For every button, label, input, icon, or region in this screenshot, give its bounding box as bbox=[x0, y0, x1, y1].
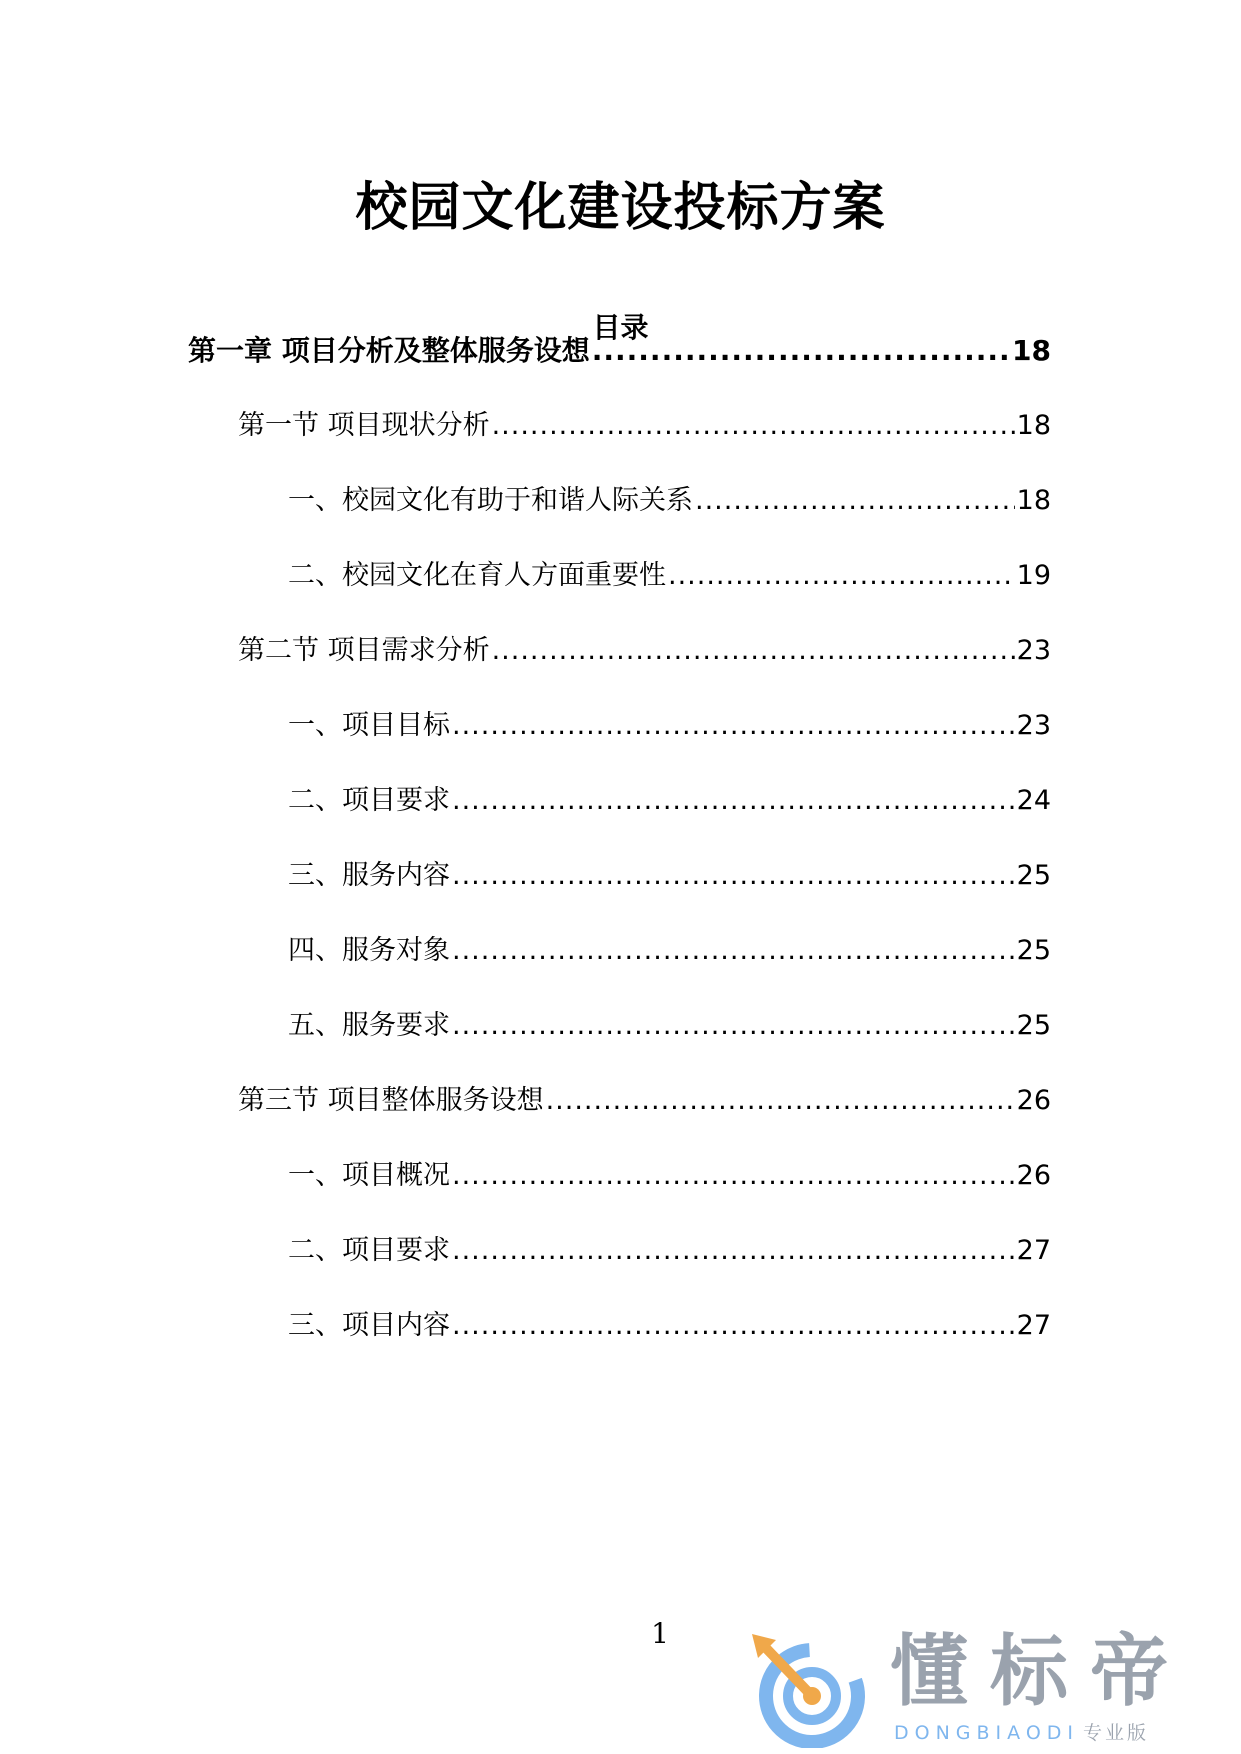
toc-leader-dots bbox=[452, 1306, 1015, 1346]
toc-entry-page: 25 bbox=[1016, 860, 1051, 891]
toc-entry-page: 25 bbox=[1016, 1010, 1051, 1041]
toc-entry-subsection[interactable] bbox=[288, 1231, 1051, 1271]
toc-leader-dots bbox=[668, 556, 1015, 596]
toc-entry-subsection[interactable] bbox=[288, 556, 1051, 596]
toc-entry-label: 一、校园文化有助于和谐人际关系 bbox=[288, 485, 693, 516]
toc-entry-chapter-1[interactable] bbox=[188, 331, 1051, 371]
toc-leader-dots bbox=[695, 481, 1015, 521]
toc-entry-subsection[interactable] bbox=[288, 481, 1051, 521]
toc-leader-dots bbox=[452, 1156, 1015, 1196]
toc-entry-label: 一、项目概况 bbox=[288, 1160, 450, 1191]
toc-entry-label: 第一章 项目分析及整体服务设想 bbox=[188, 334, 590, 367]
watermark-edition: 专业版 bbox=[1083, 1722, 1150, 1744]
watermark-pinyin: DONGBIAODI bbox=[894, 1722, 1080, 1744]
toc-leader-dots bbox=[452, 856, 1015, 896]
toc-entry-page: 27 bbox=[1016, 1310, 1051, 1341]
toc-entry-label: 一、项目目标 bbox=[288, 710, 450, 741]
toc-leader-dots bbox=[452, 1006, 1015, 1046]
toc-entry-page: 26 bbox=[1016, 1085, 1051, 1116]
toc-entry-label: 五、服务要求 bbox=[288, 1010, 450, 1041]
toc-entry-page: 19 bbox=[1016, 560, 1051, 591]
toc-leader-dots bbox=[452, 706, 1015, 746]
toc-leader-dots bbox=[452, 1231, 1015, 1271]
watermark-brand-text: 懂标帝 bbox=[890, 1627, 1191, 1717]
toc-entry-label: 二、项目要求 bbox=[288, 785, 450, 816]
brand-watermark bbox=[742, 1628, 1222, 1748]
toc-entry-section-1-2[interactable] bbox=[238, 631, 1051, 671]
toc-entry-label: 第二节 项目需求分析 bbox=[238, 635, 490, 666]
watermark-subtitle bbox=[894, 1721, 1149, 1745]
document-title: 校园文化建设投标方案 bbox=[355, 178, 886, 238]
toc-entry-subsection[interactable] bbox=[288, 1156, 1051, 1196]
toc-entry-page: 27 bbox=[1016, 1235, 1051, 1266]
toc-entry-page: 18 bbox=[1016, 410, 1051, 441]
toc-leader-dots bbox=[546, 1081, 1015, 1121]
toc-entry-page: 25 bbox=[1016, 935, 1051, 966]
toc-entry-subsection[interactable] bbox=[288, 1006, 1051, 1046]
toc-leader-dots bbox=[452, 931, 1015, 971]
page-number: 1 bbox=[651, 1617, 669, 1650]
toc-leader-dots bbox=[452, 781, 1015, 821]
toc-entry-page: 18 bbox=[1016, 485, 1051, 516]
toc-heading: 目录 bbox=[592, 311, 649, 344]
toc-entry-subsection[interactable] bbox=[288, 1306, 1051, 1346]
toc-entry-label: 第三节 项目整体服务设想 bbox=[238, 1085, 544, 1116]
toc-entry-page: 26 bbox=[1016, 1160, 1051, 1191]
toc-entry-subsection[interactable] bbox=[288, 856, 1051, 896]
toc-entry-label: 第一节 项目现状分析 bbox=[238, 410, 490, 441]
toc-entry-label: 四、服务对象 bbox=[288, 935, 450, 966]
toc-entry-label: 二、项目要求 bbox=[288, 1235, 450, 1266]
toc-entry-label: 三、项目内容 bbox=[288, 1310, 450, 1341]
toc-entry-section-1-3[interactable] bbox=[238, 1081, 1051, 1121]
toc-entry-subsection[interactable] bbox=[288, 931, 1051, 971]
toc-entry-subsection[interactable] bbox=[288, 781, 1051, 821]
toc-entry-page: 18 bbox=[1012, 334, 1051, 367]
toc-leader-dots bbox=[492, 406, 1015, 446]
toc-entry-section-1-1[interactable] bbox=[238, 406, 1051, 446]
target-arrow-logo-icon bbox=[742, 1628, 872, 1748]
toc-entry-label: 二、校园文化在育人方面重要性 bbox=[288, 560, 666, 591]
toc-entry-page: 23 bbox=[1016, 710, 1051, 741]
toc-entry-subsection[interactable] bbox=[288, 706, 1051, 746]
toc-entry-label: 三、服务内容 bbox=[288, 860, 450, 891]
toc-leader-dots bbox=[592, 331, 1010, 371]
toc-entry-page: 24 bbox=[1016, 785, 1051, 816]
toc-leader-dots bbox=[492, 631, 1015, 671]
toc-entry-page: 23 bbox=[1016, 635, 1051, 666]
